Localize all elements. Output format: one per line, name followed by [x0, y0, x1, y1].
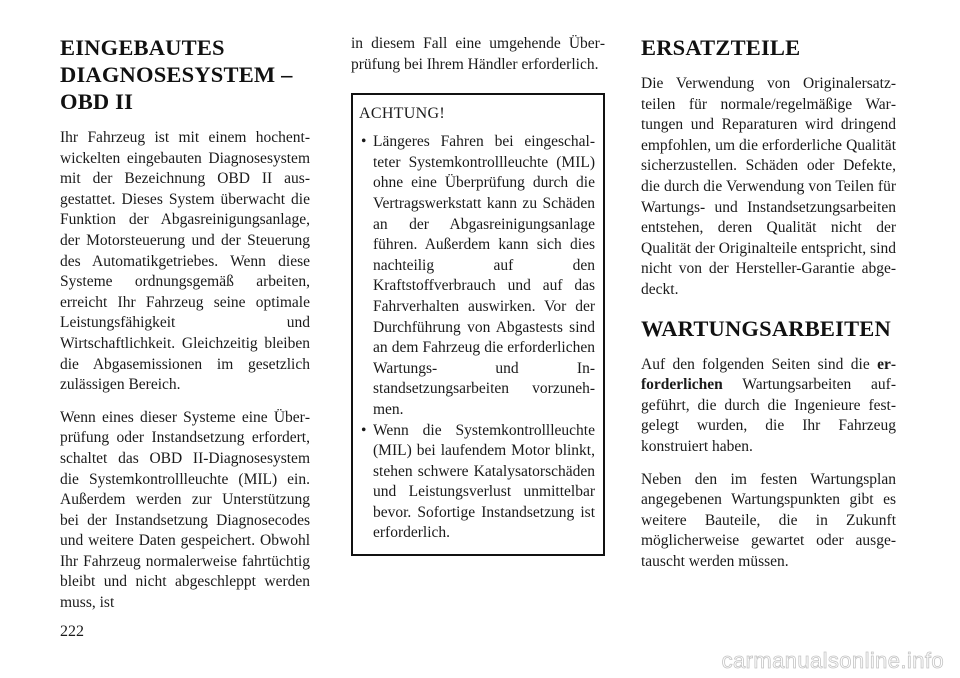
warning-title: ACHTUNG! [359, 105, 445, 123]
heading-wartungsarbeiten: WARTUNGSARBEITEN [641, 315, 891, 341]
paragraph-wartung-intro [641, 355, 896, 458]
warning-list [359, 132, 595, 544]
heading-ersatzteile: ERSATZTEILE [641, 35, 801, 60]
column-left [60, 34, 310, 626]
page-number: 222 [60, 623, 84, 640]
wartung-text-pre: Auf den folgenden Seiten sind die [641, 355, 878, 373]
warning-item: • Längeres Fahren bei eingeschalteter Systemkontrollleuchte (MIL) ohne eine Überprüfung durch die Vertragswerkstatt kann zu Schäden an der Abgasreinigungsanlage führen. Außerdem kann sich dies nachteilig auf den Kraftstoffverbrauch und auf das Fahrverhalten auswirken. Vor der Durchführung von Abgastests sind an dem Fahrzeug die erforderlichen Wartungs- und Instandsetzungsarbeiten vorzunehmen. [359, 132, 595, 420]
wartung-text-bold: erforderlichen [641, 355, 896, 394]
heading-obd: EINGEBAUTES DIAGNOSESYSTEM – OBD II [60, 35, 293, 114]
watermark: carmanualsonline.info [721, 648, 944, 673]
paragraph-obd-mil: Wenn eines dieser Systeme eine Überprüfung oder Instandsetzung erfordert, schaltet das OBD II-Diagnosesystem die Systemkontrollleuchte (MIL) ein. Außerdem werden zur Unterstützung bei der Instandsetzung Diagnosecodes und weitere Daten gespeichert. Obwohl Ihr Fahrzeug normalerweise fahrtüchtig bleibt und nicht abgeschleppt werden muss, ist [60, 408, 310, 612]
paragraph-wartung-more: Neben den im festen Wartungsplan angegebenen Wartungspunkten gibt es weitere Bauteile, die in Zukunft möglicherweise gewartet oder ausgetauscht werden müssen. [641, 470, 896, 570]
paragraph-obd-intro: Ihr Fahrzeug ist mit einem hochentwickelten eingebauten Diagnosesystem mit der Bezeichnung OBD II ausgestattet. Dieses System überwacht die Funktion der Abgasreinigungsanlage, der Motorsteuerung und der Steuerung des Automatikgetriebes. Wenn diese Systeme ordnungsgemäß arbeiten, erreicht Ihr Fahrzeug seine optimale Leistungsfähigkeit und Wirtschaftlichkeit. Gleichzeitig bleiben die Abgasemissionen im gesetzlich zulässigen Bereich. [60, 129, 310, 394]
column-middle [351, 34, 605, 556]
paragraph-obd-continued: in diesem Fall eine umgehende Überprüfung bei Ihrem Händler erforderlich. [351, 35, 605, 73]
column-right [641, 34, 896, 584]
warning-item: • Wenn die Systemkontrollleuchte (MIL) bei laufendem Motor blinkt, stehen schwere Katalysatorschäden und Leistungsverlust unmittelbar bevor. Sofortige Instandsetzung ist erforderlich. [359, 421, 595, 545]
wartung-text-post: Wartungsarbeiten aufgeführt, die durch die Ingenieure festgelegt wurden, die Ihr Fahrzeug konstruiert haben. [641, 376, 896, 455]
warning-box [351, 93, 605, 556]
paragraph-ersatzteile: Die Verwendung von Originalersatzteilen für normale/regelmäßige Wartungen und Reparaturen wird dringend empfohlen, um die erforderliche Qualität sicherzustellen. Schäden oder Defekte, die durch die Verwendung von Teilen für Wartungs- und Instandsetzungsarbeiten entstehen, deren Qualität nicht der Qualität der Originalteile entspricht, sind nicht von der Hersteller-Garantie abgedeckt. [641, 75, 896, 298]
